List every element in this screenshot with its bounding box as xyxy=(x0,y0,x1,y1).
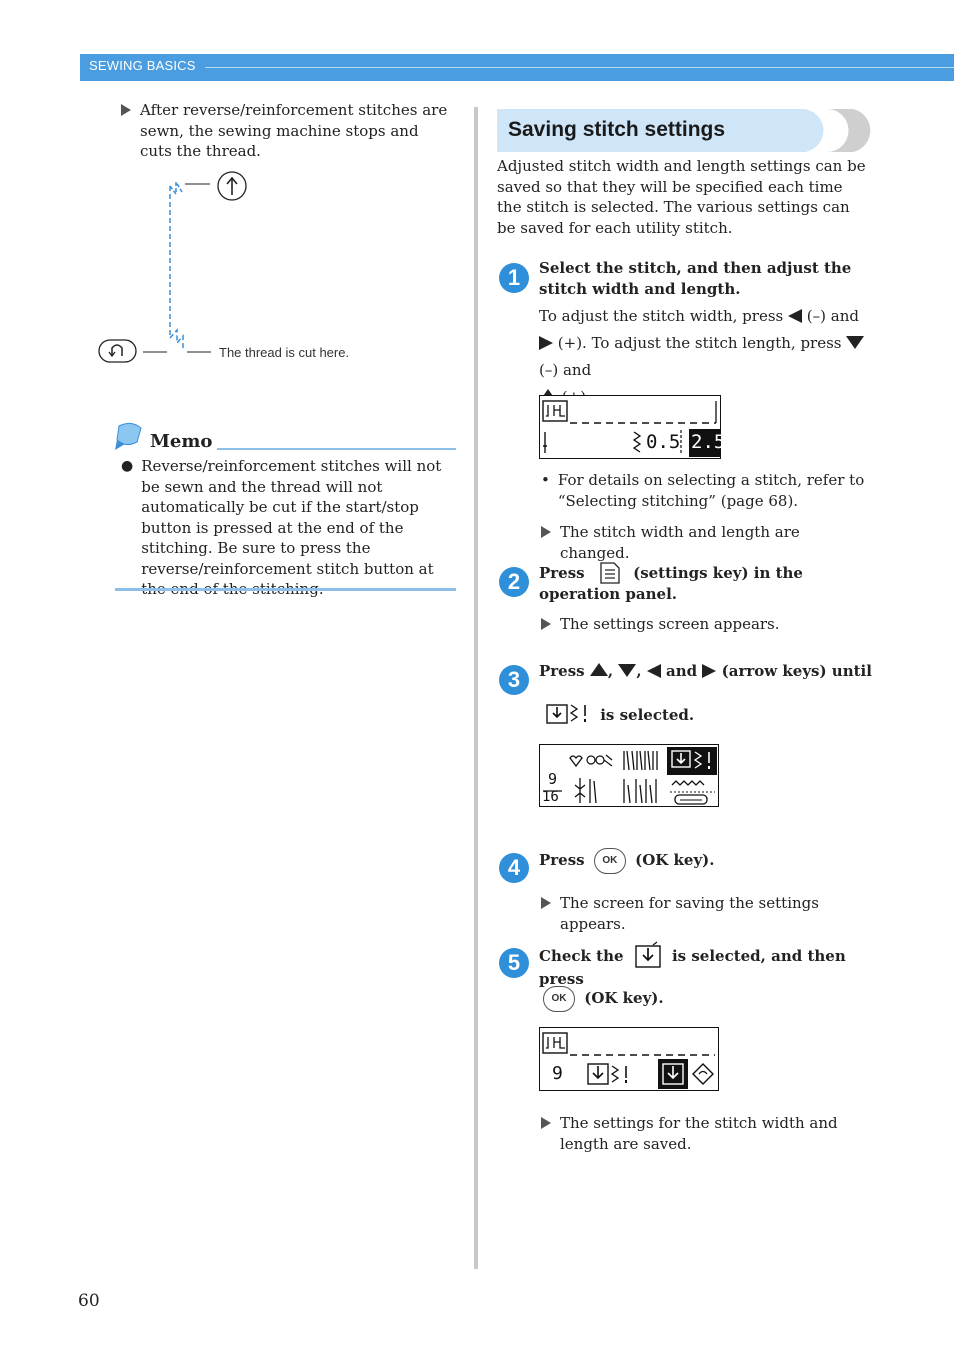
lcd-stitch-length: 0.5 xyxy=(646,431,681,453)
lcd-stitch-number: 9 xyxy=(552,1063,563,1084)
step-3-heading: Press , , and (arrow keys) until xyxy=(539,662,872,680)
step-5-heading-ok: OK (OK key). xyxy=(543,986,863,1012)
memo-icon xyxy=(113,420,147,454)
memo-text: Reverse/reinforcement stitches will not be sewn and the thread will not automatically be cut if the start/stop button is pressed at the end of the stitching. Be sure to press the reverse/reinforcement stitch button at the end of the stitching. xyxy=(141,457,442,598)
save-stitch-icon xyxy=(545,702,593,726)
memo-title: Memo xyxy=(150,431,213,452)
ok-key-icon: OK xyxy=(594,848,626,874)
memo-rule xyxy=(217,448,456,450)
right-arrow-key-icon xyxy=(702,664,716,678)
step-3-badge: 3 xyxy=(499,665,529,695)
section-title: Saving stitch settings xyxy=(508,118,726,141)
result-arrow-icon xyxy=(541,526,551,538)
result-arrow-icon xyxy=(541,618,551,630)
memo-bottom-rule xyxy=(115,588,456,591)
step-1-badge: 1 xyxy=(499,263,529,293)
page-number: 60 xyxy=(78,1291,100,1311)
step-2-heading: Press (settings key) in the operation panel. xyxy=(539,564,803,603)
left-arrow-key-icon xyxy=(647,664,661,678)
down-arrow-key-icon xyxy=(618,664,636,677)
step-5-badge: 5 xyxy=(499,948,529,978)
step-5-heading: Check the is selected, and then press xyxy=(539,941,874,990)
memo-bullet xyxy=(121,456,457,600)
step-4-heading: Press OK (OK key). xyxy=(539,848,869,874)
lcd-frac-top: 9 xyxy=(548,770,558,788)
step-2-badge: 2 xyxy=(499,567,529,597)
step-4-badge: 4 xyxy=(499,853,529,883)
step-1-note: • For details on selecting a stitch, refer to “Selecting stitching” (page 68). xyxy=(541,471,865,510)
ok-key-icon: OK xyxy=(543,986,575,1012)
left-arrow-key-icon xyxy=(788,309,802,323)
intro-text: Adjusted stitch width and length settings can be saved so that they will be specified each time the stitch is selected. The various settings can be saved for each utility stitch. xyxy=(497,157,866,237)
lcd-stitch-width-length xyxy=(539,395,726,459)
result-reverse-cut xyxy=(121,100,451,162)
lcd-3-graphics xyxy=(540,1028,718,1090)
column-divider xyxy=(474,107,478,1269)
lcd-frac-bottom: 16 xyxy=(542,789,559,805)
lcd-settings-screen xyxy=(539,744,719,807)
result-arrow-icon xyxy=(541,897,551,909)
settings-key-icon xyxy=(594,562,624,584)
result-text: After reverse/reinforcement stitches are sewn, the sewing machine stops and cuts the thread. xyxy=(140,101,448,160)
step-2-result: The settings screen appears. xyxy=(541,614,871,635)
step-5-result: The settings for the stitch width and length are saved. xyxy=(541,1113,871,1154)
lcd-2-graphics xyxy=(540,745,718,806)
result-arrow-icon xyxy=(541,1117,551,1129)
section-label: SEWING BASICS xyxy=(89,58,196,73)
step-4-result: The screen for saving the settings appears. xyxy=(541,893,871,934)
thread-cut-diagram xyxy=(95,168,395,368)
step-1-result: The stitch width and length are changed. xyxy=(541,522,871,563)
bullet-dot-icon: ● xyxy=(121,458,134,474)
note-bullet-icon: • xyxy=(541,471,550,489)
down-arrow-key-icon xyxy=(846,336,864,349)
diagram-caption: The thread is cut here. xyxy=(219,345,350,360)
reverse-button-icon xyxy=(99,340,136,362)
lcd-save-screen xyxy=(539,1027,719,1091)
up-arrow-key-icon xyxy=(590,663,608,676)
lcd-stitch-width: 2.5 xyxy=(691,431,726,453)
header-rule xyxy=(205,67,954,68)
right-arrow-key-icon xyxy=(539,336,553,350)
step-1-body: To adjust the stitch width, press (–) and (+). To adjust the stitch length, press (–) and xyxy=(539,303,874,411)
step-3-heading-2: is selected. xyxy=(545,702,865,726)
step-1-heading: Select the stitch, and then adjust the stitch width and length. xyxy=(539,259,852,298)
save-key-icon xyxy=(633,941,663,969)
result-arrow-icon xyxy=(121,104,131,116)
